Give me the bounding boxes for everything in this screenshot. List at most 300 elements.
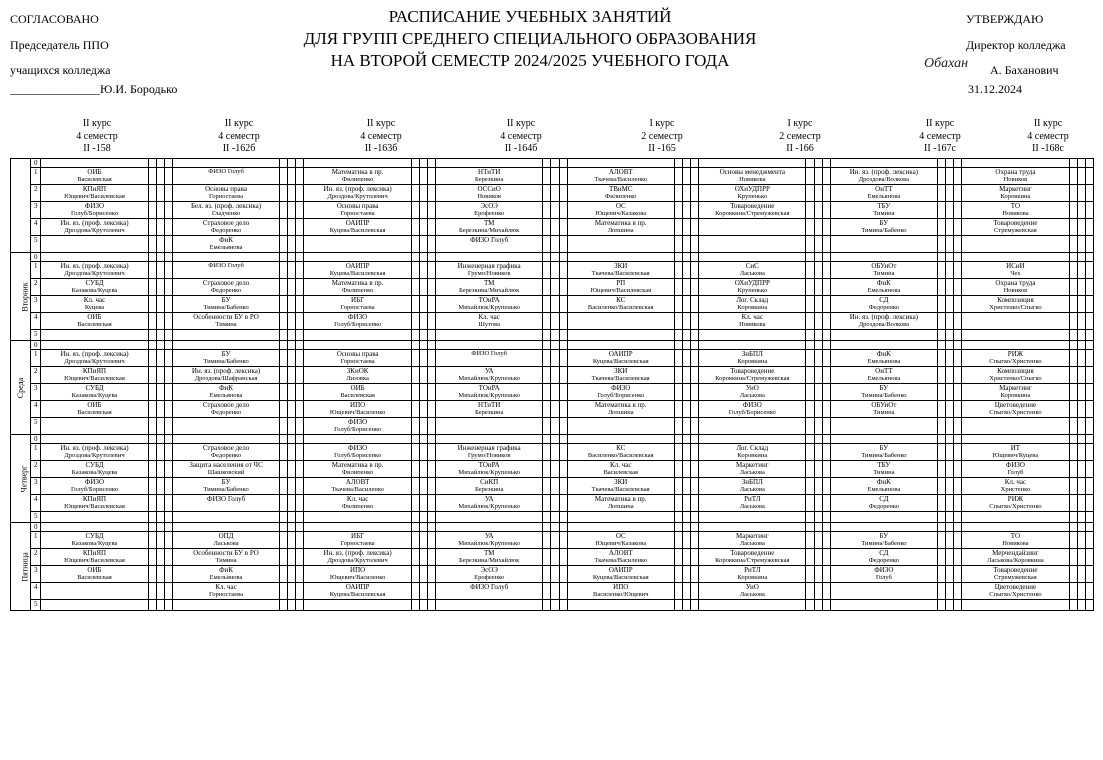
lesson-teacher: Куцева/Василевская — [329, 270, 386, 277]
lesson-cell — [304, 313, 411, 330]
lesson-cell — [172, 444, 279, 461]
lesson-teacher: Ткачева/Василенко — [594, 176, 648, 183]
room-cell — [411, 461, 419, 478]
lesson-subject: Кл. час — [346, 495, 369, 503]
day-label — [11, 159, 31, 253]
lesson-subject: НТиТИ — [478, 401, 501, 409]
lesson-cell — [567, 435, 674, 444]
room-cell — [559, 341, 567, 350]
room-cell — [551, 401, 559, 418]
lesson-teacher: Куцева — [84, 304, 105, 311]
lesson-subject: ФИЗО — [348, 444, 368, 452]
room-cell — [674, 495, 682, 512]
room-cell — [1069, 384, 1077, 401]
room-cell — [1077, 296, 1085, 313]
lesson-cell — [304, 202, 411, 219]
lesson-teacher: Филипенко — [341, 469, 374, 476]
room-cell — [682, 478, 690, 495]
lesson-teacher: Василенко/Василевская — [587, 452, 654, 459]
lesson-teacher: Филипенко — [341, 176, 374, 183]
lesson-subject: Цветоведение — [994, 401, 1037, 409]
lesson-cell — [830, 341, 937, 350]
lesson-cell — [962, 219, 1069, 236]
room-cell — [543, 236, 551, 253]
lesson-teacher: Василевская — [77, 176, 112, 183]
room-cell — [156, 583, 164, 600]
room-cell — [682, 350, 690, 367]
room-cell — [1069, 236, 1077, 253]
group-course: II курс — [224, 118, 254, 129]
lesson-subject: ОИБ — [87, 168, 102, 176]
lesson-cell — [304, 236, 411, 253]
room-cell — [551, 296, 559, 313]
lesson-teacher: Емельянова — [867, 193, 901, 200]
room-cell — [419, 296, 427, 313]
lesson-subject: ФИЗО Голуб — [206, 495, 246, 503]
room-cell — [543, 168, 551, 185]
lesson-teacher: Ласькова/Коровкина — [987, 557, 1044, 564]
room-cell — [551, 532, 559, 549]
lesson-teacher: Спыгко/Христенко — [989, 409, 1042, 416]
lesson-teacher: Дроздова/Шафранская — [194, 375, 258, 382]
lesson-cell — [830, 600, 937, 611]
room-cell — [288, 330, 296, 341]
approve-label: УТВЕРЖДАЮ — [966, 12, 1044, 26]
room-cell — [427, 583, 435, 600]
room-cell — [156, 532, 164, 549]
room-cell — [288, 549, 296, 566]
lesson-cell — [699, 185, 806, 202]
room-cell — [822, 532, 830, 549]
room-cell — [280, 279, 288, 296]
lesson-cell — [304, 495, 411, 512]
lesson-subject: ФиК — [219, 236, 234, 244]
room-cell — [1085, 600, 1093, 611]
room-cell — [1069, 401, 1077, 418]
lesson-number: 0 — [31, 253, 41, 262]
lesson-subject: ОАИПР — [345, 583, 370, 591]
room-cell — [806, 478, 814, 495]
lesson-cell — [567, 262, 674, 279]
room-cell — [427, 262, 435, 279]
lesson-subject: Математика в пр. — [331, 461, 384, 469]
room-cell — [288, 532, 296, 549]
room-cell — [280, 202, 288, 219]
room-cell — [1069, 159, 1077, 168]
lesson-cell — [436, 444, 543, 461]
room-cell — [148, 330, 156, 341]
lesson-subject: СУБД — [85, 279, 104, 287]
room-cell — [691, 279, 699, 296]
room-cell — [1069, 350, 1077, 367]
lesson-subject: ЗиБПЛ — [741, 478, 763, 486]
room-cell — [551, 583, 559, 600]
lesson-subject: ИБГ — [351, 532, 365, 540]
room-cell — [814, 523, 822, 532]
lesson-teacher: Ласькова — [739, 591, 765, 598]
room-cell — [1069, 583, 1077, 600]
lesson-teacher: Горностаева — [209, 591, 244, 598]
room-cell — [814, 202, 822, 219]
lesson-cell — [830, 350, 937, 367]
room-cell — [806, 330, 814, 341]
room-cell — [1077, 236, 1085, 253]
room-cell — [148, 279, 156, 296]
room-cell — [551, 549, 559, 566]
room-cell — [280, 435, 288, 444]
room-cell — [814, 478, 822, 495]
room-cell — [288, 367, 296, 384]
lesson-teacher: Тимина/Бабенко — [861, 392, 907, 399]
room-cell — [164, 583, 172, 600]
lesson-subject: Особенности БУ в РО — [193, 313, 259, 321]
room-cell — [674, 583, 682, 600]
room-cell — [280, 367, 288, 384]
lesson-subject: ЭсОЭ — [480, 566, 498, 574]
room-cell — [543, 350, 551, 367]
room-cell — [674, 219, 682, 236]
lesson-cell — [172, 168, 279, 185]
room-cell — [822, 523, 830, 532]
lesson-cell — [41, 168, 148, 185]
room-cell — [682, 444, 690, 461]
room-cell — [164, 523, 172, 532]
room-cell — [806, 202, 814, 219]
lesson-cell — [436, 296, 543, 313]
room-cell — [954, 185, 962, 202]
room-cell — [814, 384, 822, 401]
title-line-2: ДЛЯ ГРУПП СРЕДНЕГО СПЕЦИАЛЬНОГО ОБРАЗОВАНИЯ — [303, 29, 757, 48]
room-cell — [946, 262, 954, 279]
lesson-subject: Маркетинг — [999, 185, 1032, 193]
group-course: II курс — [1033, 118, 1063, 129]
room-cell — [288, 279, 296, 296]
lesson-teacher: Федоренко — [868, 503, 899, 510]
room-cell — [938, 313, 946, 330]
lesson-cell — [41, 549, 148, 566]
room-cell — [691, 512, 699, 523]
lesson-subject: КПиЯП — [82, 367, 107, 375]
lesson-subject: ТМ — [483, 279, 495, 287]
lesson-teacher: ФИЗО Голуб — [471, 350, 507, 357]
lesson-cell — [172, 350, 279, 367]
room-cell — [419, 341, 427, 350]
lesson-subject: РИЖ — [1007, 495, 1024, 503]
room-cell — [164, 478, 172, 495]
room-cell — [814, 367, 822, 384]
lesson-cell — [172, 461, 279, 478]
room-cell — [674, 313, 682, 330]
room-cell — [938, 512, 946, 523]
approval-org: учащихся колледжа — [10, 63, 111, 77]
room-cell — [691, 532, 699, 549]
lesson-teacher: Емельянова — [209, 574, 243, 581]
room-cell — [543, 583, 551, 600]
schedule-row — [11, 159, 1094, 168]
room-cell — [1077, 444, 1085, 461]
room-cell — [543, 495, 551, 512]
room-cell — [559, 262, 567, 279]
room-cell — [280, 566, 288, 583]
room-cell — [148, 600, 156, 611]
room-cell — [411, 384, 419, 401]
lesson-teacher: Василевская — [340, 392, 375, 399]
lesson-number: 4 — [31, 495, 41, 512]
room-cell — [280, 549, 288, 566]
room-cell — [806, 583, 814, 600]
lesson-cell — [304, 532, 411, 549]
room-cell — [954, 219, 962, 236]
lesson-subject: ФиК — [876, 279, 891, 287]
lesson-cell — [567, 566, 674, 583]
room-cell — [551, 495, 559, 512]
lesson-cell — [962, 549, 1069, 566]
room-cell — [559, 495, 567, 512]
room-cell — [411, 341, 419, 350]
room-cell — [296, 583, 304, 600]
group-name: II -167с — [924, 143, 956, 154]
lesson-cell — [567, 330, 674, 341]
room-cell — [288, 236, 296, 253]
room-cell — [156, 219, 164, 236]
room-cell — [296, 296, 304, 313]
room-cell — [296, 341, 304, 350]
lesson-cell — [304, 583, 411, 600]
room-cell — [411, 313, 419, 330]
lesson-subject: ТМ — [483, 549, 495, 557]
lesson-cell — [172, 401, 279, 418]
room-cell — [559, 600, 567, 611]
lesson-cell — [436, 253, 543, 262]
schedule-row — [11, 401, 1094, 418]
lesson-subject: НТиТИ — [478, 168, 501, 176]
room-cell — [674, 367, 682, 384]
room-cell — [938, 384, 946, 401]
room-cell — [280, 444, 288, 461]
lesson-teacher: Дроздова/Крутолевич — [327, 557, 388, 564]
lesson-teacher: Дроздова/Крутолевич — [64, 270, 125, 277]
lesson-subject: Ин. яз. (проф. лексика) — [60, 262, 129, 270]
schedule-row — [11, 418, 1094, 435]
lesson-teacher: Ющевич/Василевская — [64, 193, 125, 200]
room-cell — [814, 341, 822, 350]
room-cell — [156, 549, 164, 566]
room-cell — [1077, 341, 1085, 350]
room-cell — [148, 341, 156, 350]
lesson-subject: ФиК — [876, 478, 891, 486]
room-cell — [148, 384, 156, 401]
room-cell — [148, 478, 156, 495]
lesson-teacher: Тимина — [873, 469, 895, 476]
room-cell — [938, 549, 946, 566]
room-cell — [682, 296, 690, 313]
room-cell — [674, 401, 682, 418]
lesson-teacher: Ющевич/Василенко — [329, 409, 386, 416]
lesson-number: 5 — [31, 418, 41, 435]
lesson-teacher: Федоренко — [210, 227, 242, 234]
room-cell — [938, 202, 946, 219]
room-cell — [822, 367, 830, 384]
lesson-cell — [962, 367, 1069, 384]
room-cell — [296, 401, 304, 418]
room-cell — [822, 313, 830, 330]
lesson-teacher: Лопшина — [607, 227, 634, 234]
lesson-subject: ТОиРА — [478, 384, 500, 392]
lesson-number: 1 — [31, 168, 41, 185]
room-cell — [419, 583, 427, 600]
room-cell — [938, 296, 946, 313]
room-cell — [682, 495, 690, 512]
room-cell — [148, 401, 156, 418]
room-cell — [954, 600, 962, 611]
room-cell — [551, 418, 559, 435]
schedule-row — [11, 219, 1094, 236]
schedule-row — [11, 583, 1094, 600]
room-cell — [164, 341, 172, 350]
room-cell — [806, 444, 814, 461]
lesson-cell — [41, 418, 148, 435]
lesson-cell — [962, 236, 1069, 253]
group-header — [983, 118, 1103, 156]
lesson-teacher: Василенко/Ющевич — [593, 591, 649, 598]
lesson-cell — [436, 495, 543, 512]
room-cell — [296, 185, 304, 202]
room-cell — [1085, 168, 1093, 185]
lesson-teacher: Федоренко — [868, 557, 899, 564]
lesson-teacher: Ласькова — [739, 503, 765, 510]
room-cell — [296, 532, 304, 549]
room-cell — [411, 185, 419, 202]
day-label — [11, 253, 31, 341]
room-cell — [164, 262, 172, 279]
room-cell — [674, 168, 682, 185]
lesson-cell — [567, 253, 674, 262]
lesson-cell — [699, 367, 806, 384]
room-cell — [1069, 313, 1077, 330]
room-cell — [1069, 202, 1077, 219]
lesson-cell — [962, 523, 1069, 532]
schedule-row — [11, 523, 1094, 532]
room-cell — [1077, 313, 1085, 330]
room-cell — [543, 435, 551, 444]
room-cell — [814, 418, 822, 435]
room-cell — [148, 350, 156, 367]
room-cell — [411, 495, 419, 512]
room-cell — [1077, 367, 1085, 384]
lesson-cell — [304, 330, 411, 341]
lesson-subject: Кл. час — [741, 313, 763, 321]
room-cell — [543, 313, 551, 330]
lesson-cell — [830, 444, 937, 461]
lesson-teacher: Голуб — [875, 574, 892, 581]
room-cell — [551, 523, 559, 532]
room-cell — [427, 495, 435, 512]
room-cell — [543, 296, 551, 313]
schedule-row — [11, 168, 1094, 185]
lesson-subject: Кл. час — [215, 583, 237, 591]
lesson-cell — [172, 435, 279, 444]
room-cell — [938, 583, 946, 600]
lesson-cell — [41, 367, 148, 384]
room-cell — [419, 202, 427, 219]
room-cell — [543, 418, 551, 435]
lesson-number: 0 — [31, 341, 41, 350]
lesson-subject: Основы менеджмента — [719, 168, 785, 176]
lesson-cell — [962, 341, 1069, 350]
lesson-teacher: Федоренко — [210, 452, 242, 459]
room-cell — [822, 296, 830, 313]
room-cell — [1069, 435, 1077, 444]
lesson-cell — [699, 444, 806, 461]
schedule-row — [11, 512, 1094, 523]
day-name: Понедельник — [28, 182, 31, 229]
lesson-cell — [41, 566, 148, 583]
lesson-subject: ОХиУДПРР — [734, 279, 770, 287]
lesson-subject: Маркетинг — [736, 461, 769, 469]
lesson-subject: ФиК — [219, 384, 234, 392]
room-cell — [419, 313, 427, 330]
lesson-cell — [699, 600, 806, 611]
room-cell — [682, 330, 690, 341]
lesson-cell — [567, 296, 674, 313]
room-cell — [148, 444, 156, 461]
lesson-subject: Ин. яз. (проф. лексика) — [60, 219, 129, 227]
room-cell — [148, 296, 156, 313]
room-cell — [1085, 512, 1093, 523]
lesson-subject: БУ — [221, 296, 231, 304]
lesson-cell — [830, 367, 937, 384]
lesson-cell — [567, 401, 674, 418]
room-cell — [822, 418, 830, 435]
lesson-teacher: Спыгко/Христенко — [989, 591, 1042, 598]
lesson-cell — [436, 279, 543, 296]
document-title — [240, 6, 820, 72]
room-cell — [682, 384, 690, 401]
schedule-row — [11, 296, 1094, 313]
room-cell — [288, 253, 296, 262]
room-cell — [954, 435, 962, 444]
room-cell — [822, 444, 830, 461]
lesson-teacher: Новиков — [1003, 176, 1028, 183]
room-cell — [682, 435, 690, 444]
room-cell — [543, 219, 551, 236]
room-cell — [674, 461, 682, 478]
room-cell — [1077, 583, 1085, 600]
lesson-teacher: Василенко/Василевская — [587, 304, 654, 311]
lesson-teacher: Ласькова — [739, 469, 765, 476]
room-cell — [288, 478, 296, 495]
lesson-cell — [962, 418, 1069, 435]
room-cell — [288, 185, 296, 202]
group-semester: 4 семестр — [919, 130, 961, 142]
room-cell — [682, 367, 690, 384]
lesson-teacher: Тимина/Бабенко — [861, 452, 907, 459]
room-cell — [954, 461, 962, 478]
lesson-subject: СД — [879, 495, 889, 503]
lesson-subject: УиО — [745, 384, 759, 392]
lesson-subject: СУБД — [85, 461, 104, 469]
room-cell — [822, 202, 830, 219]
lesson-subject: Кл. час — [1004, 478, 1027, 486]
room-cell — [156, 330, 164, 341]
lesson-subject: ИСиИ — [1006, 262, 1025, 270]
lesson-cell — [172, 600, 279, 611]
lesson-subject: ИПО — [350, 401, 366, 409]
room-cell — [551, 202, 559, 219]
room-cell — [938, 185, 946, 202]
lesson-cell — [304, 478, 411, 495]
room-cell — [551, 313, 559, 330]
